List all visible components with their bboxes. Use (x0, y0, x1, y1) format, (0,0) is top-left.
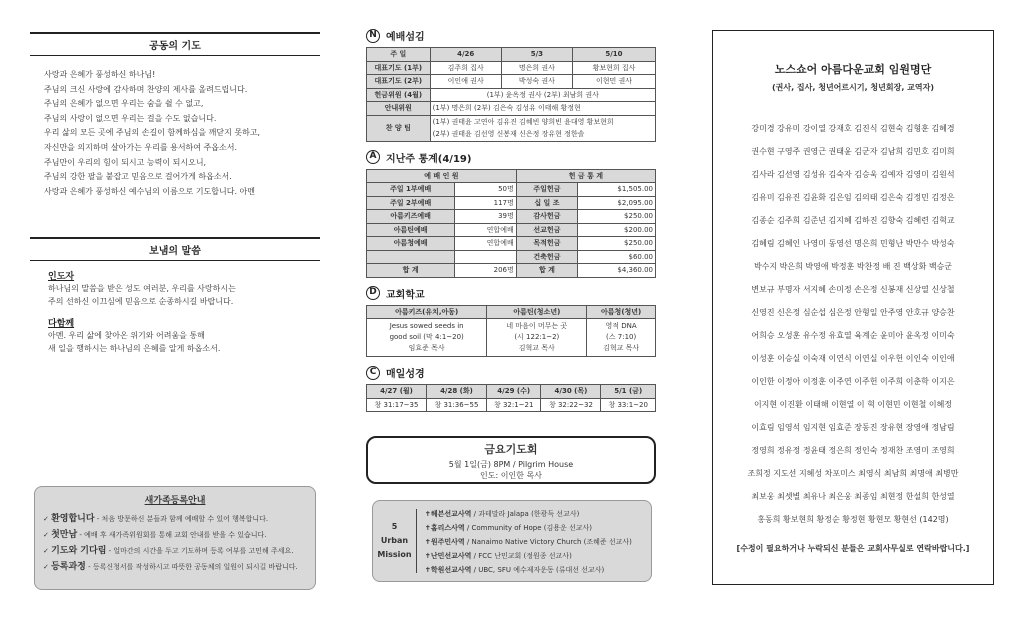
officer-name-line: 이성훈 이승실 이숙재 이연식 이연실 이우헌 이인숙 이인애 (751, 354, 955, 363)
prayer-line: 주님의 은혜가 없으면 우리는 숨을 쉴 수 없고, (44, 99, 204, 109)
officer-name-line: 신영진 신은정 심순섭 심은정 안형일 안주영 안호규 양승찬 (751, 308, 955, 317)
school-cell-line: 김혁교 목사 (518, 344, 555, 352)
sending-line: 아멘. 우리 삶에 찾아온 위기와 어려움을 통해 (48, 331, 205, 341)
worship-cell: 김주희 집사 (430, 61, 501, 75)
stats-row (367, 223, 656, 237)
newcomer-list (43, 511, 307, 575)
stats-total-cell: 206명 (455, 264, 516, 278)
stats-cell: 아름틴예배 (367, 223, 455, 237)
mission-label-3: Mission (377, 550, 412, 559)
school-title: 교회학교 (386, 289, 425, 301)
friday-prayer-box (366, 436, 656, 484)
prayer-text (30, 68, 320, 199)
stats-cell: $250.00 (578, 237, 656, 251)
school-cell-line: 네 마음이 머무는 곳 (506, 322, 568, 330)
stats-cell: 십 일 조 (516, 196, 577, 210)
worship-cell: 대표기도 (2부) (367, 75, 431, 89)
officers-title: 노스쇼어 아름다운교회 임원명단 (774, 63, 932, 76)
stats-row (367, 183, 656, 197)
school-header-cell: 아름키즈(유치,아동) (367, 305, 487, 319)
choir-line-2: (2부) 권태윤 김선영 신봉재 신은정 장유현 정한솔 (432, 130, 585, 138)
sending-line: 주의 선하신 이끄심에 믿음으로 순종하시길 바랍니다. (48, 297, 234, 307)
worship-header-cell: 주 일 (367, 48, 431, 62)
stats-cell (367, 250, 455, 264)
newcomer-item-text: - 얼마간의 시간을 두고 기도하며 등록 여부를 고민해 주세요. (106, 547, 294, 555)
mission-item-text: / UBC, SFU 예수제자운동 (류대선 선교사) (471, 566, 605, 574)
newcomer-item: ✓ 기도와 기다림 - 얼마간의 시간을 두고 기도하며 등록 여부를 고민해 주세요. (43, 546, 294, 556)
school-cell (367, 319, 487, 357)
stats-row (367, 196, 656, 210)
mission-item-key: ✝학원선교사역 (425, 566, 472, 574)
officer-name-line: 어희승 오성훈 유수정 유효열 육계순 윤미아 윤옥정 이미숙 (751, 331, 955, 340)
officers-panel (712, 30, 994, 585)
worship-heading (366, 28, 656, 43)
school-table (366, 305, 656, 358)
friday-line-2: 인도: 이인한 목사 (480, 471, 542, 480)
prayer-line: 주님의 강한 팔을 붙잡고 믿음으로 걸어가게 하옵소서. (44, 172, 232, 182)
stats-cell: 117명 (455, 196, 516, 210)
school-cell-line: 영적 DNA (605, 322, 637, 330)
stats-cell: $60.00 (578, 250, 656, 264)
officer-name-line: 변보규 부명자 서지혜 손미정 손은정 신봉재 신상열 신상철 (751, 285, 955, 294)
school-header-cell: 아름틴(청소년) (487, 305, 587, 319)
mission-item-key: ✝홈리스사역 (425, 524, 465, 532)
prayer-line: 주님의 크신 사랑에 감사하며 찬양의 제사를 올려드립니다. (44, 84, 248, 94)
reading-cell: 창 32:22~32 (541, 398, 601, 412)
sending-words (30, 269, 320, 355)
mission-label (373, 509, 417, 573)
mission-item-text: / Community of Hope (김용운 선교사) (464, 524, 592, 532)
newcomer-item-text: - 예배 후 새가족위원회를 통해 교회 안내를 받을 수 있습니다. (77, 531, 267, 539)
worship-cell: 이인애 권사 (430, 75, 501, 89)
reading-header-cell: 4/30 (목) (541, 385, 601, 399)
stats-cell: 아름청예배 (367, 237, 455, 251)
usher-label: 안내위원 (367, 102, 431, 116)
worship-row (367, 75, 656, 89)
mission-item-text: / 과테말라 Jalapa (한광득 선교사) (471, 510, 580, 518)
sending-speaker: 인도자 (48, 272, 75, 283)
stats-heading (366, 150, 656, 165)
school-cell (487, 319, 587, 357)
stats-total-cell: 합 계 (367, 264, 455, 278)
school-cell-line: (시 122:1~2) (514, 333, 560, 341)
officer-name-line: 정영희 정유정 정윤태 정은희 정인숙 정재찬 조영미 조영희 (751, 446, 955, 455)
stats-cell: 선교헌금 (516, 223, 577, 237)
friday-title: 금요기도회 (484, 443, 538, 456)
mission-item-key: ✝헤븐선교사역 (425, 510, 472, 518)
newcomer-info-box (34, 486, 316, 590)
stats-cell (455, 250, 516, 264)
offering-label: 헌금위원 (4월) (367, 88, 431, 102)
friday-line-1: 5월 1일(금) 8PM / Pilgrim House (448, 460, 574, 469)
stats-cell: $250.00 (578, 210, 656, 224)
reading-cell: 창 32:1~21 (486, 398, 541, 412)
mission-item (425, 507, 632, 521)
newcomer-item-key: 등록과정 (51, 562, 86, 572)
prayer-line: 사랑과 은혜가 풍성하신 예수님의 이름으로 기도합니다. 아멘 (44, 186, 255, 196)
worship-cell: 황보현희 집사 (572, 61, 655, 75)
reading-cell: 창 31:36~55 (426, 398, 486, 412)
mission-list (417, 501, 640, 581)
newcomer-item-text: - 등록신청서를 작성하시고 따뜻한 공동체의 일원이 되시길 바랍니다. (85, 563, 298, 571)
n-circle-icon: N (366, 29, 380, 43)
officer-name-line: 박수지 박은희 박영애 박정훈 박찬정 배 진 백상화 백승군 (753, 262, 953, 271)
stats-total-cell: 합 계 (516, 264, 577, 278)
reading-header-cell: 4/28 (화) (426, 385, 486, 399)
mission-item-text: / FCC 난민교회 (정원종 선교사) (471, 552, 572, 560)
mission-item-key: ✝난민선교사역 (425, 552, 472, 560)
officers-footer: [수정이 필요하거나 누락되신 분들은 교회사무실로 연락바랍니다.] (736, 544, 970, 553)
left-column (30, 0, 320, 355)
officer-name-line: 강미경 강유미 강이열 강재호 김진식 김현숙 김형훈 김혜경 (751, 124, 955, 133)
mission-label-2: Urban (380, 536, 409, 545)
newcomer-item: ✓ 첫만남 - 예배 후 새가족위원회를 통해 교회 안내를 받을 수 있습니다. (43, 530, 267, 540)
officer-name-line: 김혜림 김혜인 나영미 동영선 명은희 민형난 박만수 박성숙 (751, 239, 955, 248)
worship-cell: 명은희 권사 (501, 61, 572, 75)
worship-header-cell: 5/3 (501, 48, 572, 62)
officer-name-line: 이지현 이진환 이태해 이현열 이 혁 이현민 이현철 이혜정 (753, 400, 953, 409)
school-heading (366, 286, 656, 301)
middle-column (366, 0, 656, 412)
choir-line-1: (1부) 권태윤 고연아 김유진 김혜빈 양희빈 윤대영 황보현희 (432, 118, 614, 126)
stats-cell: 연합예배 (455, 237, 516, 251)
stats-cell: 연합예배 (455, 223, 516, 237)
school-cell (587, 319, 656, 357)
stats-cell: 건축헌금 (516, 250, 577, 264)
school-cell-line: Jesus sowed seeds in (389, 322, 464, 330)
choir-text (430, 115, 655, 141)
worship-row (367, 61, 656, 75)
worship-header-cell: 4/26 (430, 48, 501, 62)
mission-item-key: ✝원주민사역 (425, 538, 465, 546)
stats-cell: 주일 2부예배 (367, 196, 455, 210)
newcomer-title: 새가족등록안내 (144, 496, 206, 506)
reading-cell: 창 33:1~20 (601, 398, 656, 412)
sending-section-title: 보냄의 말씀 (30, 237, 320, 261)
prayer-line: 자신만을 의지하며 살아가는 우리를 용서하여 주옵소서. (44, 142, 237, 152)
stats-cell: 아름키즈예배 (367, 210, 455, 224)
usher-text: (1부) 명은희 (2부) 김은숙 김성유 이태해 황정현 (430, 102, 655, 116)
officers-subtitle: (권사, 집사, 청년어르시기, 청년회장, 교역자) (772, 83, 934, 92)
stats-cell: 50명 (455, 183, 516, 197)
prayer-line: 주님의 사랑이 없으면 우리는 걸을 수도 없습니다. (44, 113, 217, 123)
prayer-line: 사랑과 은혜가 풍성하신 하나님! (44, 70, 156, 79)
stats-offering-header: 헌 금 통 계 (516, 169, 655, 183)
prayer-line: 우리 삶의 모든 곳에 주님의 손길이 함께하심을 깨닫지 못하고, (44, 128, 261, 138)
stats-cell: 주일 1부예배 (367, 183, 455, 197)
newcomer-item-key: 기도와 기다림 (51, 546, 107, 556)
worship-header-cell: 5/10 (572, 48, 655, 62)
reading-cell: 창 31:17~35 (367, 398, 427, 412)
d-circle-icon: D (366, 286, 380, 300)
officer-name-line: 김사라 김선영 김성유 김숙자 김승욱 김예자 김영미 김원석 (751, 170, 955, 179)
officers-names (725, 117, 981, 531)
stats-row (367, 237, 656, 251)
reading-heading (366, 365, 656, 380)
officer-name-line: 조희정 지도선 지혜성 차포미스 최영식 최남희 최명애 최병만 (747, 469, 959, 478)
reading-header-cell: 5/1 (금) (601, 385, 656, 399)
worship-cell: 대표기도 (1부) (367, 61, 431, 75)
sending-speaker: 다함께 (48, 319, 75, 330)
worship-table (366, 47, 656, 142)
stats-cell: 감사헌금 (516, 210, 577, 224)
officer-name-line: 이인한 이정아 이정훈 이주연 이주헌 이주희 이춘학 이지은 (751, 377, 955, 386)
officer-name-line: 홍동희 황보현희 황정순 황정현 황현모 황현선 (142명) (757, 515, 949, 524)
reading-header-cell: 4/27 (월) (367, 385, 427, 399)
mission-item (425, 549, 632, 563)
mission-item (425, 563, 632, 577)
mission-label-1: 5 (391, 522, 398, 531)
stats-cell: $1,505.00 (578, 183, 656, 197)
stats-cell: 주일헌금 (516, 183, 577, 197)
newcomer-item-key: 환영합니다 (51, 514, 95, 524)
a-circle-icon: A (366, 150, 380, 164)
urban-mission-box (372, 500, 652, 582)
school-cell-line: 임효준 목사 (408, 344, 445, 352)
newcomer-item-key: 첫만남 (51, 530, 78, 540)
prayer-line: 주님만이 우리의 힘이 되시고 능력이 되시오니, (44, 157, 207, 167)
c-circle-icon: C (366, 366, 380, 380)
newcomer-item: ✓ 환영합니다 - 처음 방문하신 분들과 함께 예배할 수 있어 행복합니다. (43, 514, 269, 524)
school-cell-line: (스 7:10) (606, 333, 637, 341)
stats-cell: $200.00 (578, 223, 656, 237)
mission-item (425, 521, 632, 535)
stats-cell: $2,095.00 (578, 196, 656, 210)
sending-line: 하나님의 말씀을 받은 성도 여러분, 우리를 사랑하시는 (48, 284, 236, 294)
officer-name-line: 김유미 김유진 김윤화 김은임 김의태 김은숙 김정민 김정은 (751, 193, 955, 202)
school-header-cell: 아름청(청년) (587, 305, 656, 319)
stats-table (366, 169, 656, 278)
reading-header-cell: 4/29 (수) (486, 385, 541, 399)
prayer-section-title: 공동의 기도 (30, 32, 320, 56)
officer-name-line: 이효림 임영석 임지현 임효준 장동진 장유현 장영애 정남림 (751, 423, 955, 432)
stats-cell: 목적헌금 (516, 237, 577, 251)
stats-title: 지난주 통계(4/19) (386, 153, 472, 165)
worship-title: 예배섬김 (386, 32, 425, 43)
choir-label: 찬 양 팀 (367, 115, 431, 141)
worship-cell: 박성숙 권사 (501, 75, 572, 89)
reading-title: 매일성경 (386, 369, 425, 380)
officer-name-line: 최보웅 최셋별 최유나 최은웅 최종임 최현정 한설희 한성열 (751, 492, 955, 501)
mission-item (425, 535, 632, 549)
worship-cell: 이현민 권사 (572, 75, 655, 89)
stats-cell: 39명 (455, 210, 516, 224)
school-cell-line: good soil (막 4:1~20) (389, 333, 464, 341)
stats-total-cell: $4,360.00 (578, 264, 656, 278)
sending-line: 새 일을 행하시는 하나님의 은혜를 알게 하옵소서. (48, 344, 221, 354)
school-cell-line: 김혁교 목사 (603, 344, 640, 352)
stats-row (367, 250, 656, 264)
offering-text: (1부) 윤옥정 권사 (2부) 최남희 권사 (430, 88, 655, 102)
mission-item-text: / Nanaimo Native Victory Church (조혜준 선교사) (464, 538, 632, 546)
officer-name-line: 권수현 구영주 권영근 권태윤 김군자 김남희 김민호 김미희 (751, 147, 955, 156)
officer-name-line: 김종순 김주희 김준년 김지혜 김하진 김향숙 김혜련 김혁교 (751, 216, 955, 225)
newcomer-item: ✓ 등록과정 - 등록신청서를 작성하시고 따뜻한 공동체의 일원이 되시길 바랍니다. (43, 562, 298, 572)
newcomer-item-text: - 처음 방문하신 분들과 함께 예배할 수 있어 행복합니다. (94, 515, 269, 523)
stats-attendance-header: 예 배 인 원 (367, 169, 517, 183)
reading-table (366, 384, 656, 412)
stats-row (367, 210, 656, 224)
